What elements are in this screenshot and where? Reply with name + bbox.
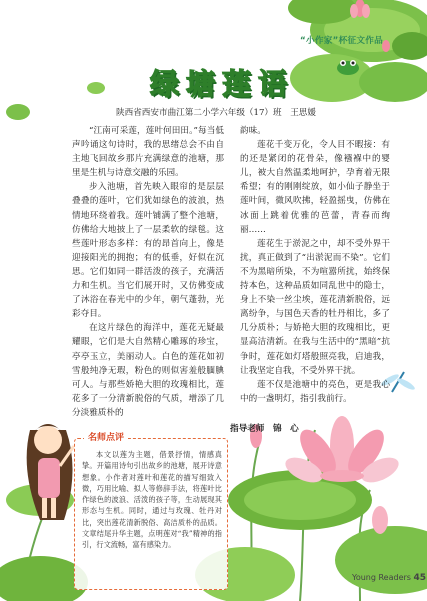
- frog-icon: [337, 60, 359, 75]
- page-footer: [352, 573, 426, 583]
- teacher-comment-text: 本文以莲为主题，借景抒情，情感真挚。开篇用诗句引出故乡的池塘，展开诗意想象。小作者对莲叶和莲花的描写细致入微，巧用比喻、拟人等修辞手法，将莲叶比作绿色的波浪、活泼的孩子等，生动展现其形态与生机。同时，通过与玫瑰、牡丹对比，突出莲花清新脱俗、高洁质朴的品质。文章结尾升华主题，点明莲对“我”精神的指引，行文流畅，富有感染力。: [82, 450, 222, 550]
- author-byline: 陕西省西安市曲江第二小学六年级（17）班 王思媛: [116, 108, 316, 118]
- left-small-leaves: [6, 82, 105, 120]
- page-number: 45: [413, 573, 427, 583]
- magazine-name: Young Readers: [352, 573, 411, 582]
- column-tag: “小作家”杯征文作品: [300, 36, 384, 46]
- paragraph: 莲不仅是池塘中的亮色，更是我心中的一盏明灯，指引我前行。: [240, 379, 390, 404]
- teacher-comment-heading: 名师点评: [84, 430, 128, 443]
- page-title: 绿塘莲语: [150, 67, 295, 101]
- pink-lotus-flower-icon: [282, 416, 403, 488]
- paragraph: 在这片绿色的海洋中，莲花无疑最耀眼，它们是大自然精心雕琢的珍宝，亭亭玉立，美丽动人。白色的莲花如初雪般纯净无瑕，粉色的则似害羞般腼腆可人。与那些娇艳大胆的玫瑰相比，莲花多了一分清新脱俗的气质，增添了几分淡雅质朴的: [72, 323, 224, 418]
- paragraph: “江南可采莲，莲叶何田田。”每当低声吟诵这句诗时，我的思绪总会不由自主地飞回故乡那片充满绿意的池塘，那里是生机与诗意交融的乐园。: [72, 126, 224, 179]
- article-right-column: [240, 124, 390, 406]
- article-left-column: [72, 124, 224, 420]
- advisor-signature: 指导老师 锦 心: [230, 424, 299, 434]
- paragraph: 莲花千变万化，令人目不暇接：有的还是紧闭的花骨朵，像襁褓中的婴儿，被大自然温柔地呵护，孕育着无限希望；有的刚刚绽放，如小仙子静坐于莲叶间，微风吹拂，轻盈摇曳，仿佛在冰面上跳着优雅的芭蕾，青春而绚丽……: [240, 140, 390, 235]
- paragraph: 步入池塘，首先映入眼帘的是层层叠叠的莲叶，它们犹如绿色的波浪，热情地环绕着我。莲叶铺满了整个池塘，仿佛给大地披上了一层柔软的绿毯。这些莲叶形态多样：有的昂首向上，像是迎接阳光的拥抱；有的低垂，好似在沉思。它们如同一群活泼的孩子，充满活力和生机。当它们展开时，又仿佛变成了沐浴在春光中的少年，朝气蓬勃，光彩夺目。: [72, 182, 224, 320]
- paragraph: 韵味。: [240, 126, 266, 136]
- paragraph: 莲花生于淤泥之中，却不受外界干扰，真正做到了“出淤泥而不染”。它们不为黑暗所染，不为喧嚣所扰，始终保持本色，这种品质如同乱世中的隐士，身上不染一丝尘埃，莲花清新脱俗，远离纷争，与国色天香的牡丹相比，多了几分质朴；与娇艳大胆的玫瑰相比，更显高洁清新。在我与生活中的“黑暗”抗争时，莲花如灯塔般照亮我，启迪我，让我坚定自我，不受外界干扰。: [240, 238, 390, 376]
